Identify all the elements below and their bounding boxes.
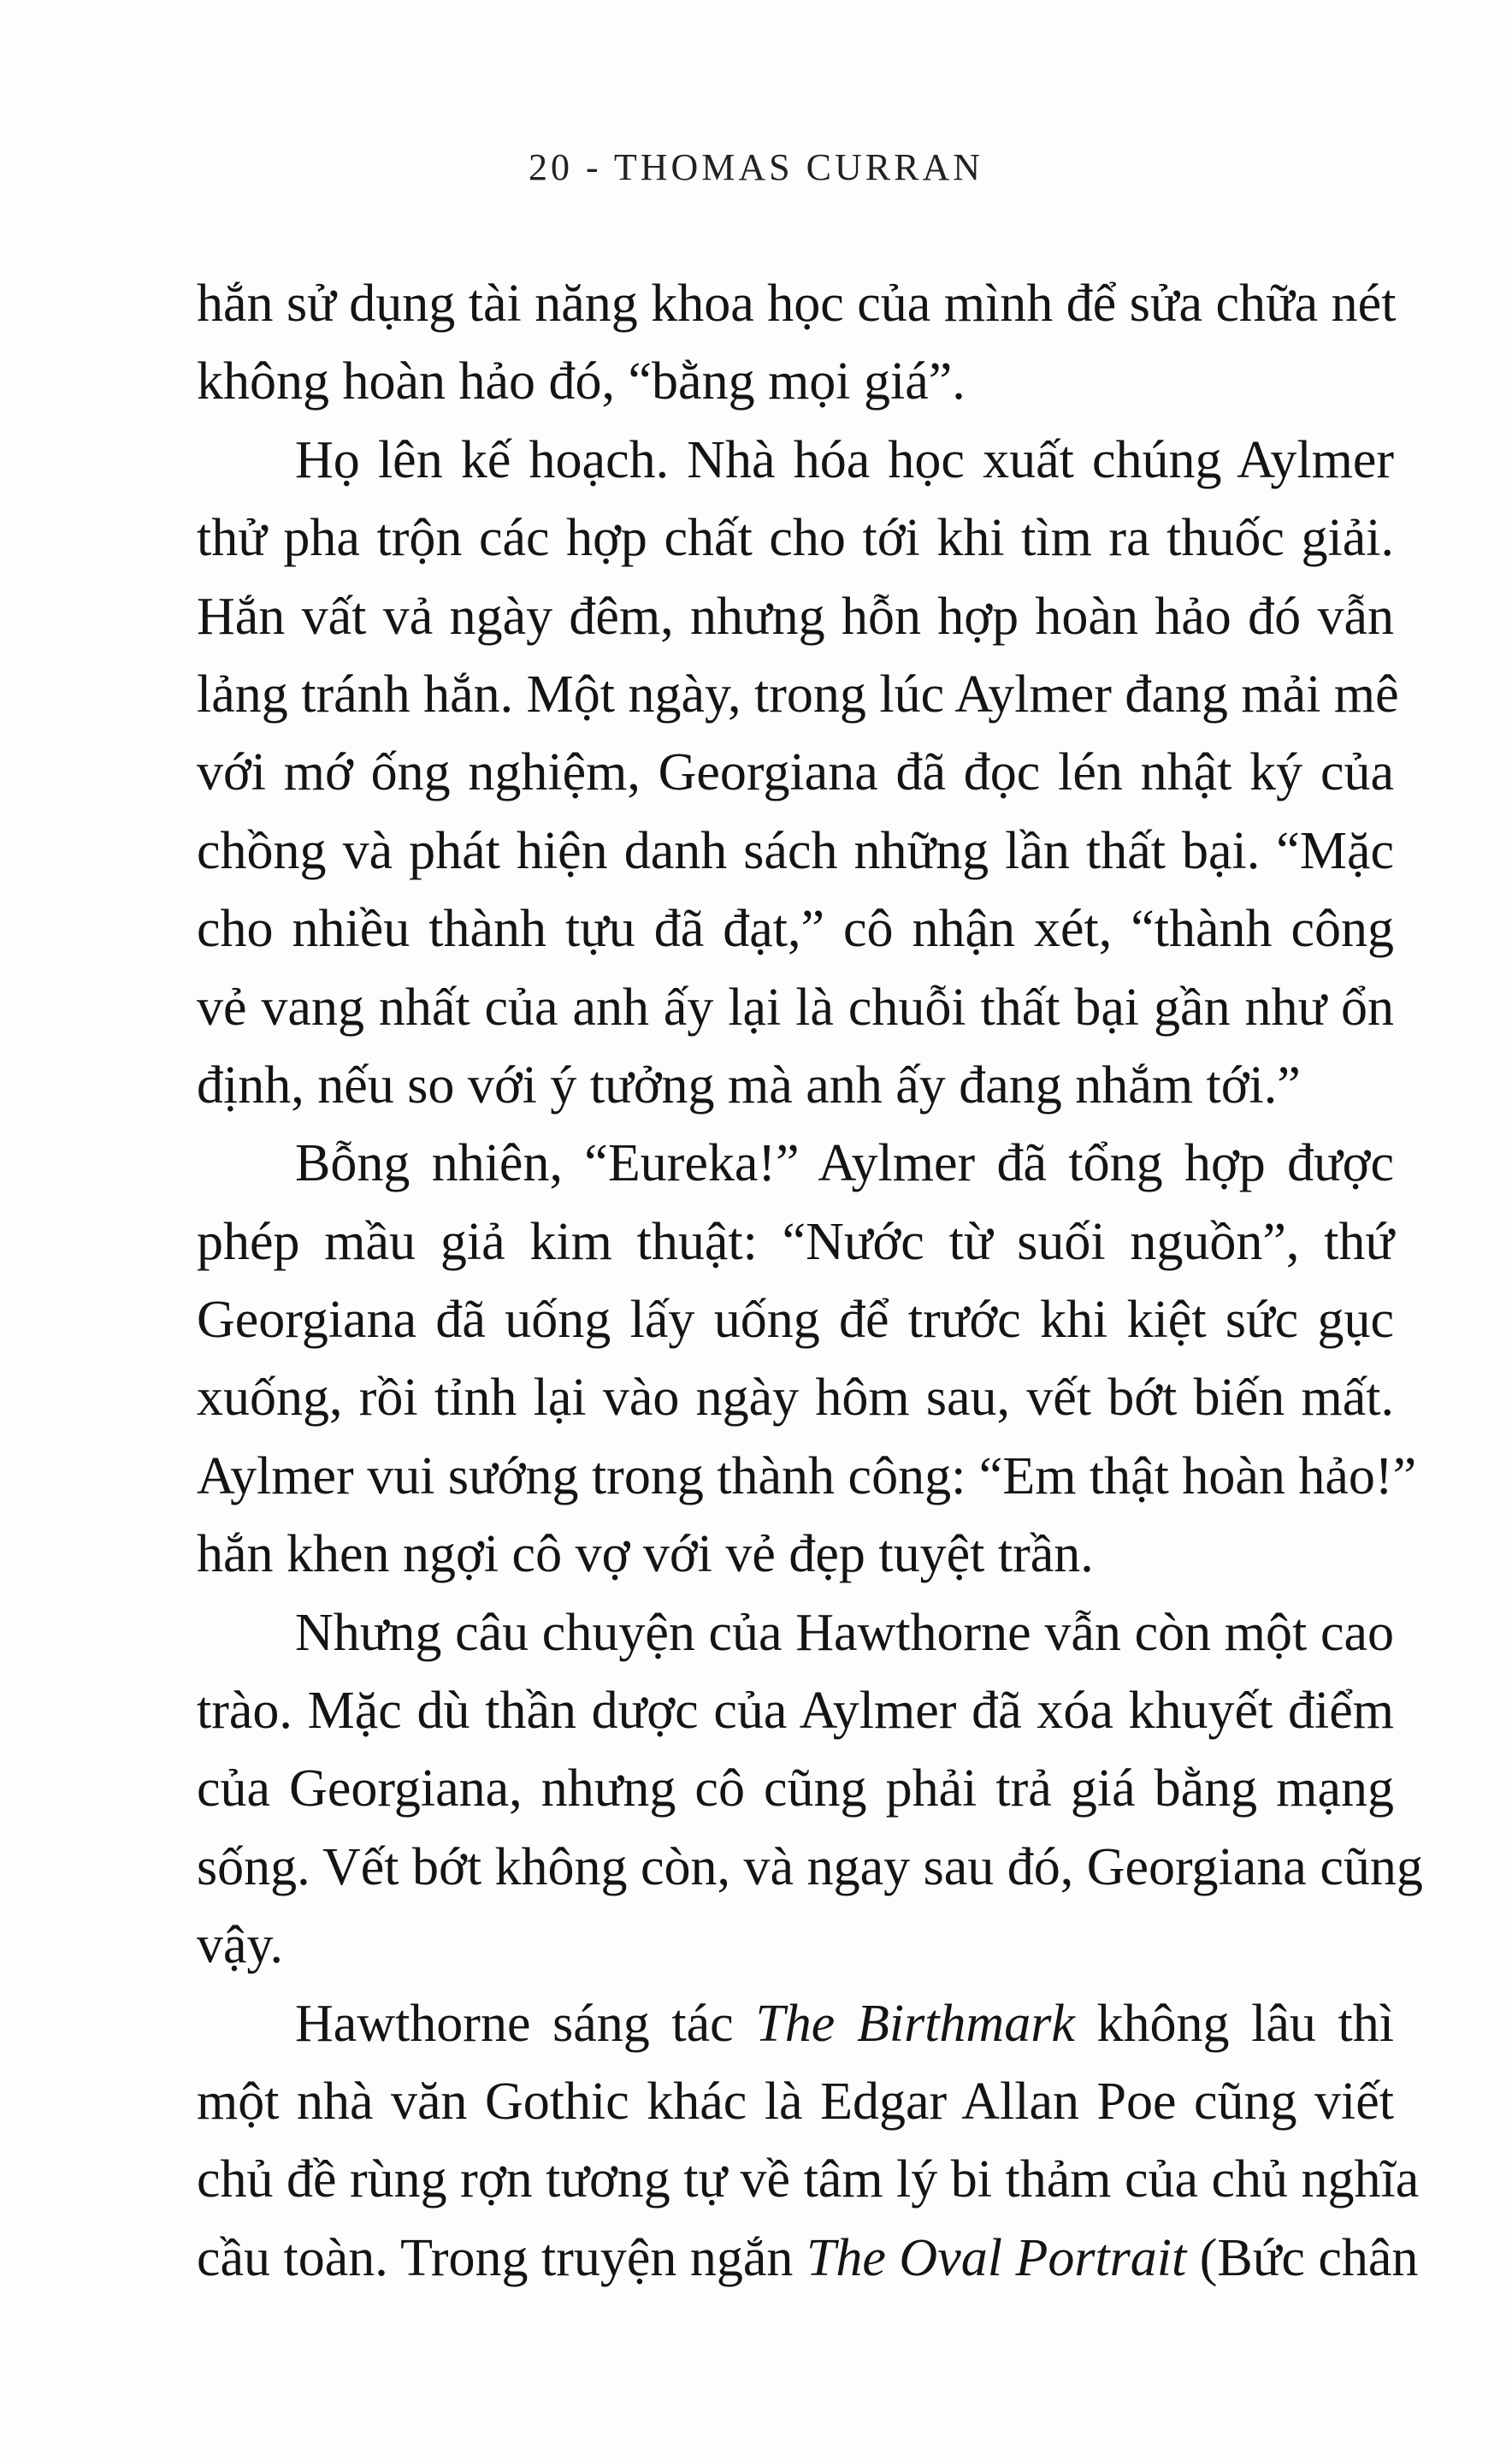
header-author: THOMAS CURRAN — [613, 146, 984, 188]
header-separator: - — [585, 146, 602, 188]
text-line: một nhà văn Gothic khác là Edgar Allan Poe cũng viết — [197, 2072, 1394, 2131]
text-line: Họ lên kế hoạch. Nhà hóa học xuất chúng Aylmer — [295, 430, 1394, 489]
text-line: Georgiana đã uống lấy uống để trước khi kiệt sức gục — [197, 1291, 1394, 1350]
text-run: không lâu thì — [1074, 1994, 1395, 2053]
story-title-the-birthmark: The Birthmark — [755, 1994, 1075, 2053]
text-line: trào. Mặc dù thần dược của Aylmer đã xóa khuyết điểm — [197, 1682, 1394, 1741]
text-line: Aylmer vui sướng trong thành công: “Em thật hoàn hảo!” — [197, 1446, 1417, 1505]
text-line: lảng tránh hắn. Một ngày, trong lúc Aylmer đang mải mê — [197, 665, 1399, 724]
text-run: cầu toàn. Trong truyện ngắn — [197, 2228, 806, 2287]
text-line: của Georgiana, nhưng cô cũng phải trả giá bằng mạng — [197, 1759, 1394, 1818]
text-line-with-title — [197, 2220, 1419, 2297]
text-line: hắn sử dụng tài năng khoa học của mình để sửa chữa nét — [197, 275, 1397, 333]
text-line: cho nhiều thành tựu đã đạt,” cô nhận xét, “thành công — [197, 900, 1394, 959]
text-line: chồng và phát hiện danh sách những lần thất bại. “Mặc — [197, 821, 1394, 880]
text-line: hắn khen ngợi cô vợ với vẻ đẹp tuyệt trần. — [197, 1525, 1094, 1584]
text-line-with-title — [197, 1985, 1394, 2063]
running-header — [0, 145, 1512, 189]
page-number: 20 — [528, 146, 573, 188]
story-title-the-oval-portrait: The Oval Portrait — [806, 2228, 1187, 2287]
text-line: vẻ vang nhất của anh ấy lại là chuỗi thất bại gần như ổn — [197, 978, 1394, 1037]
text-line: phép mầu giả kim thuật: “Nước từ suối nguồn”, thứ — [197, 1212, 1394, 1271]
text-line: thử pha trộn các hợp chất cho tới khi tìm ra thuốc giải. — [197, 509, 1394, 568]
text-line: Nhưng câu chuyện của Hawthorne vẫn còn một cao — [295, 1603, 1394, 1662]
text-line: xuống, rồi tỉnh lại vào ngày hôm sau, vết bớt biến mất. — [197, 1369, 1394, 1428]
text-line: Hắn vất vả ngày đêm, nhưng hỗn hợp hoàn hảo đó vẫn — [197, 587, 1394, 646]
text-line: với mớ ống nghiệm, Georgiana đã đọc lén nhật ký của — [197, 743, 1394, 802]
body-text — [197, 265, 1423, 2297]
text-line: chủ đề rùng rợn tương tự về tâm lý bi thảm của chủ nghĩa — [197, 2150, 1420, 2209]
text-line: Bỗng nhiên, “Eureka!” Aylmer đã tổng hợp được — [295, 1134, 1394, 1193]
text-run: Hawthorne sáng tác — [295, 1994, 756, 2053]
text-line: không hoàn hảo đó, “bằng mọi giá”. — [197, 352, 966, 411]
text-line: vậy. — [197, 1916, 283, 1975]
text-run: (Bức chân — [1186, 2228, 1419, 2287]
text-line: định, nếu so với ý tưởng mà anh ấy đang nhắm tới.” — [197, 1056, 1301, 1115]
text-line: sống. Vết bớt không còn, và ngay sau đó, Georgiana cũng — [197, 1837, 1423, 1896]
